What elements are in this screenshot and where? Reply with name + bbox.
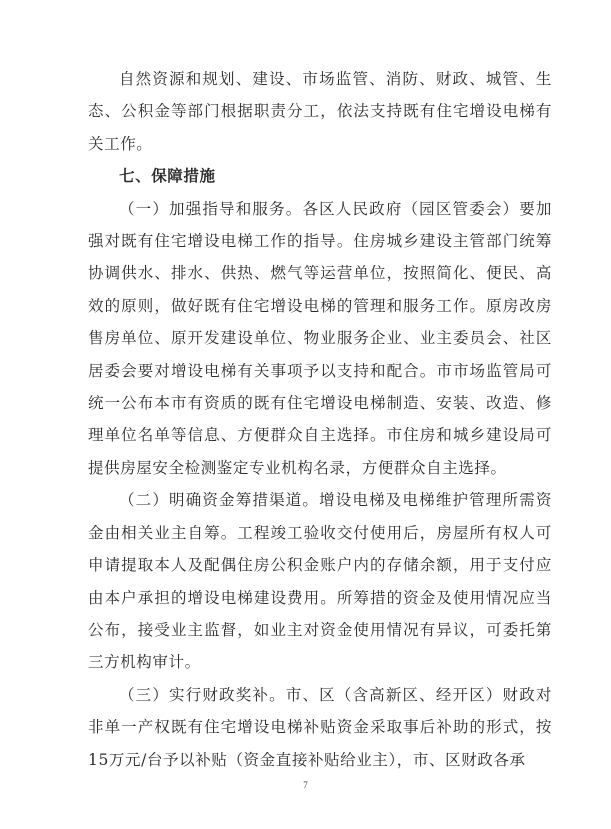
page-number: 7 [303,780,308,790]
paragraph-text: 市、区（含高新区、经开区）财政对非单一产权既有住宅增设电梯补贴资金采取事后补助的形式，按15万元/台予以补贴（资金直接补贴给业主），市、区财政各承 [88,685,552,769]
paragraph-guidance-service [88,193,552,485]
paragraph-text: 增设电梯及电梯维护管理所需资金由相关业主自筹。工程竣工验收交付使用后，房屋所有权人可申请提取本人及配偶住房公积金账户内的存储余额，用于支付应由本户承担的增设电梯建设费用。所筹措的资金及使用情况应当公布，接受业主监督，如业主对资金使用情况有异议，可委托第三方机构审计。 [88,491,552,672]
document-body [88,63,552,776]
paragraph-lead: （三）实行财政奖补。 [119,685,286,704]
section-heading: 七、保障措施 [119,167,216,186]
paragraph-lead: （二）明确资金筹措渠道。 [119,491,320,510]
paragraph-continuation [88,63,552,160]
paragraph-text: 自然资源和规划、建设、市场监管、消防、财政、城管、生态、公积金等部门根据职责分工，依法支持既有住宅增设电梯有关工作。 [88,70,552,153]
paragraph-fiscal-subsidy [88,679,552,776]
paragraph-text: 各区人民政府（园区管委会）要加强对既有住宅增设电梯工作的指导。住房城乡建设主管部门统筹协调供水、排水、供热、燃气等运营单位，按照简化、便民、高效的原则，做好既有住宅增设电梯的管理和服务工作。原房改房售房单位、原开发建设单位、物业服务企业、业主委员会、社区居委会要对增设电梯有关事项予以支持和配合。市市场监管局可统一公布本市有资质的既有住宅增设电梯制造、安装、改造、修理单位名单等信息、方便群众自主选择。市住房和城乡建设局可提供房屋安全检测鉴定专业机构名录，方便群众自主选择。 [88,199,552,477]
paragraph-lead: （一）加强指导和服务。 [119,199,303,218]
paragraph-funding-channels [88,484,552,678]
